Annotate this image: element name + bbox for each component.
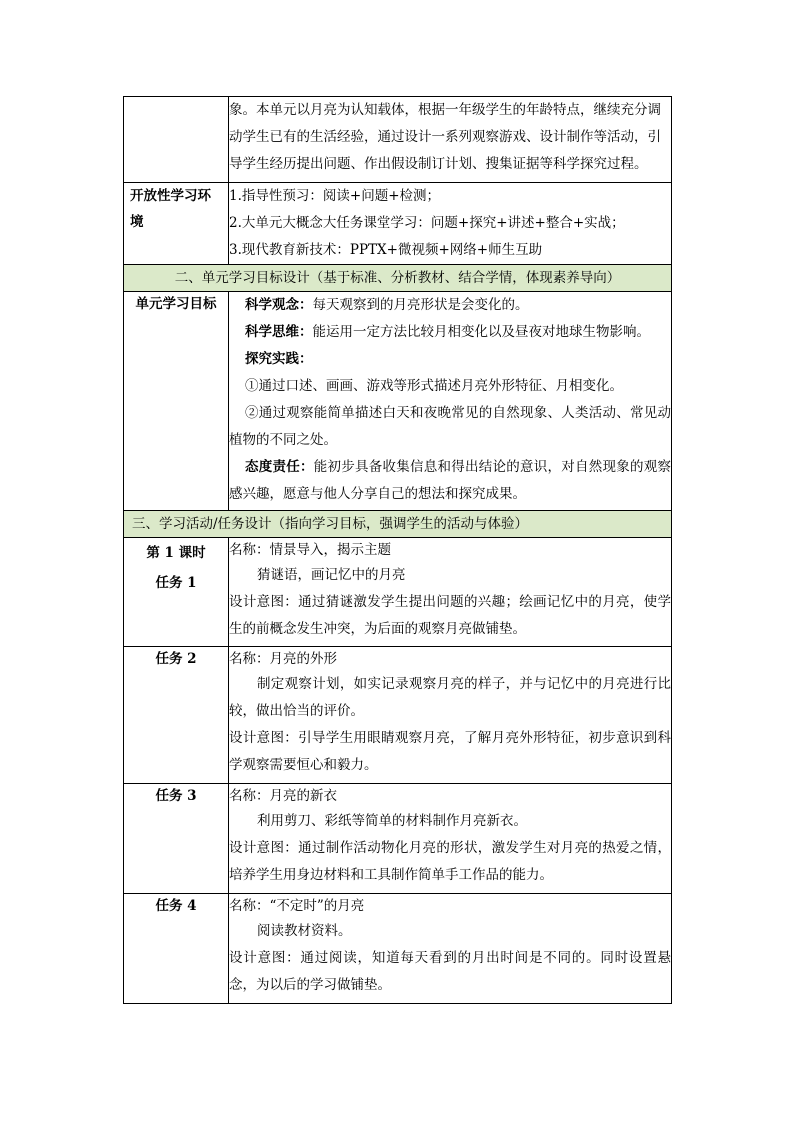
goal-concept — [229, 292, 671, 319]
section-2-title: 二、单元学习目标设计（基于标准、分析教材、结合学情，体现素养导向） — [124, 265, 672, 292]
task-content-cell — [229, 894, 672, 1004]
intro-label-cell — [124, 97, 229, 183]
goal-concept-head: 科学观念： — [245, 297, 313, 313]
section-3-title: 三、学习活动/任务设计（指向学习目标，强调学生的活动与体验） — [124, 511, 672, 538]
task-content-cell — [229, 784, 672, 894]
task-intent: 设计意图：通过制作活动物化月亮的形状，激发学生对月亮的热爱之情，培养学生用身边材料和工具制作简单手工作品的能力。 — [229, 840, 671, 883]
goal-thinking-text: 能运用一定方法比较月相变化以及昼夜对地球生物影响。 — [312, 324, 650, 340]
open-env-item: 3.现代教育新技术：PPTX+微视频+网络+师生互助 — [229, 242, 543, 258]
goal-practice-head: 探究实践： — [245, 351, 313, 367]
task-label-cell — [124, 538, 229, 647]
task-intent: 设计意图：通过阅读，知道每天看到的月出时间是不同的。同时设置悬念，为以后的学习做铺垫。 — [229, 950, 671, 993]
section-2-row — [124, 265, 672, 292]
open-env-cell — [229, 183, 672, 265]
goal-attitude-head: 态度责任： — [245, 459, 314, 475]
intro-line: 导学生经历提出问题、作出假设制订计划、搜集证据等科学探究过程。 — [229, 156, 648, 172]
task-row — [124, 647, 672, 784]
goals-row — [124, 292, 672, 511]
open-env-item: 2.大单元大概念大任务课堂学习：问题+探究+讲述+整合+实战； — [229, 215, 625, 231]
task-name: 名称：情景导入，揭示主题 — [229, 542, 391, 558]
lesson-label: 第 1 课时 — [146, 545, 206, 561]
task-activity: 制定观察计划，如实记录观察月亮的样子，并与记忆中的月亮进行比较，做出恰当的评价。 — [229, 676, 671, 719]
task-content-cell — [229, 647, 672, 784]
lesson-plan-table — [123, 96, 672, 1004]
task-label: 任务 2 — [124, 647, 229, 784]
task-activity: 阅读教材资料。 — [257, 923, 352, 939]
task-label: 任务 4 — [124, 894, 229, 1004]
task-name: 名称：“不定时”的月亮 — [229, 898, 365, 914]
intro-line: 动学生已有的生活经验，通过设计一系列观察游戏、设计制作等活动，引 — [229, 129, 661, 145]
goal-thinking — [229, 319, 671, 346]
task-row — [124, 538, 672, 647]
goal-attitude-text: 能初步具备收集信息和得出结论的意识，对自然现象的观察感兴趣，愿意与他人分享自己的想法和探究成果。 — [229, 459, 671, 502]
task-activity: 利用剪刀、彩纸等简单的材料制作月亮新衣。 — [257, 813, 527, 829]
goals-cell — [229, 292, 672, 511]
section-3-row — [124, 511, 672, 538]
goals-label: 单元学习目标 — [124, 292, 229, 511]
task-label: 任务 3 — [124, 784, 229, 894]
task-name: 名称：月亮的外形 — [229, 651, 337, 667]
goal-thinking-head: 科学思维： — [245, 324, 313, 340]
intro-line: 象。本单元以月亮为认知载体，根据一年级学生的年龄特点，继续充分调 — [229, 102, 661, 118]
goal-attitude — [229, 454, 671, 508]
task-row — [124, 894, 672, 1004]
goal-practice-2: ②通过观察能简单描述白天和夜晚常见的自然现象、人类活动、常见动植物的不同之处。 — [229, 405, 671, 448]
task-label: 任务 1 — [155, 575, 197, 591]
intro-row — [124, 97, 672, 183]
task-row — [124, 784, 672, 894]
goal-concept-text: 每天观察到的月亮形状是会变化的。 — [312, 297, 529, 313]
open-env-row — [124, 183, 672, 265]
open-env-item: 1.指导性预习：阅读+问题+检测； — [229, 188, 441, 204]
goal-practice-1: ①通过口述、画画、游戏等形式描述月亮外形特征、月相变化。 — [245, 378, 623, 394]
task-name: 名称：月亮的新衣 — [229, 788, 337, 804]
intro-text-cell — [229, 97, 672, 183]
task-activity: 猜谜语，画记忆中的月亮 — [257, 567, 406, 583]
task-intent: 设计意图：引导学生用眼睛观察月亮，了解月亮外形特征，初步意识到科学观察需要恒心和毅力。 — [229, 730, 671, 773]
task-content-cell — [229, 538, 672, 647]
open-env-label: 开放性学习环境 — [124, 183, 229, 265]
task-intent: 设计意图：通过猜谜激发学生提出问题的兴趣；绘画记忆中的月亮，使学生的前概念发生冲突，为后面的观察月亮做铺垫。 — [229, 594, 671, 637]
